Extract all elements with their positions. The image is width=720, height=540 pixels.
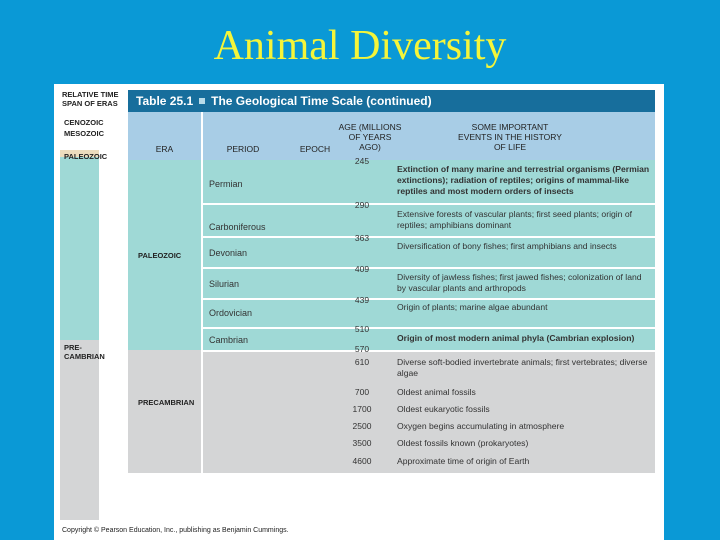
age-value: 290 [354,200,370,210]
age-value: 1700 [352,404,372,414]
period-name: Silurian [209,279,240,289]
precambrian-event: Oldest animal fossils [397,387,476,397]
slide-title: Animal Diversity [213,23,507,69]
precambrian-label: PRE-CAMBRIAN [64,343,105,361]
precambrian-event: Oldest fossils known (prokaryotes) [397,438,529,448]
period-name: Carboniferous [209,222,266,232]
period-name: Ordovician [209,308,253,318]
mesozoic-label: MESOZOIC [64,129,105,138]
precambrian-event: Approximate time of origin of Earth [397,456,530,466]
period-name: Permian [209,179,243,189]
table-row [203,205,655,236]
age-value: 439 [354,295,370,305]
table-row [203,269,655,298]
time-span-bar [60,150,105,520]
age-value: 610 [354,357,370,367]
period-event: Extinction of many marine and terrestrial organisms (Permian extinctions); radiation of reptiles; origins of mammal-like reptiles and most modern orders of insects [397,164,650,196]
precambrian-event: Oldest eukaryotic fossils [397,404,490,414]
table-row [203,329,655,350]
precambrian-row [203,352,655,473]
copyright-footer: Copyright © Pearson Education, Inc., publishing as Benjamin Cummings. [62,527,289,534]
table-row [203,300,655,327]
cenozoic-label: CENOZOIC [64,118,104,127]
age-value: 363 [354,233,370,243]
precambrian-event: Oxygen begins accumulating in atmosphere [397,421,565,431]
age-value: 700 [354,387,370,397]
table-caption: The Geological Time Scale (continued) [211,94,432,108]
period-event: Diversity of jawless fishes; first jawed fishes; colonization of land by vascular plants and arthropods [397,272,642,293]
period-event: Extensive forests of vascular plants; first seed plants; origin of reptiles; amphibians dominant [397,209,633,230]
paleozoic-segment [60,157,99,340]
era-precambrian: PRECAMBRIAN [138,398,195,407]
age-value: 2500 [352,421,372,431]
square-bullet-icon [199,98,205,104]
header-epoch: EPOCH [299,144,331,154]
period-event: Origin of plants; marine algae abundant [397,302,548,312]
age-value: 409 [354,264,370,274]
age-value: 4600 [352,456,372,466]
age-value: 245 [354,156,370,166]
column-divider [201,112,203,473]
period-name: Cambrian [209,335,249,345]
period-name: Devonian [209,248,248,258]
age-value: 570 [354,344,370,354]
period-event: Diversification of bony fishes; first amphibians and insects [397,241,617,251]
paleozoic-label: PALEOZOIC [64,152,108,161]
era-paleozoic: PALEOZOIC [138,251,182,260]
age-value: 3500 [352,438,372,448]
table-number: Table 25.1 [136,94,194,108]
period-event: Origin of most modern animal phyla (Cambrian explosion) [397,333,635,343]
age-value: 510 [354,324,370,334]
time-span-heading: RELATIVE TIME SPAN OF ERAS [62,90,119,108]
header-age: AGE (MILLIONS OF YEARS AGO) [338,122,402,152]
table-row [203,160,655,203]
header-events: SOME IMPORTANT EVENTS IN THE HISTORY OF LIFE [458,122,562,152]
era-column [128,160,201,473]
header-era: ERA [155,144,174,154]
precambrian-event: Diverse soft-bodied invertebrate animals; first vertebrates; diverse algae [397,357,648,378]
table-title [128,90,655,112]
table-row [203,238,655,267]
header-period: PERIOD [226,144,260,154]
